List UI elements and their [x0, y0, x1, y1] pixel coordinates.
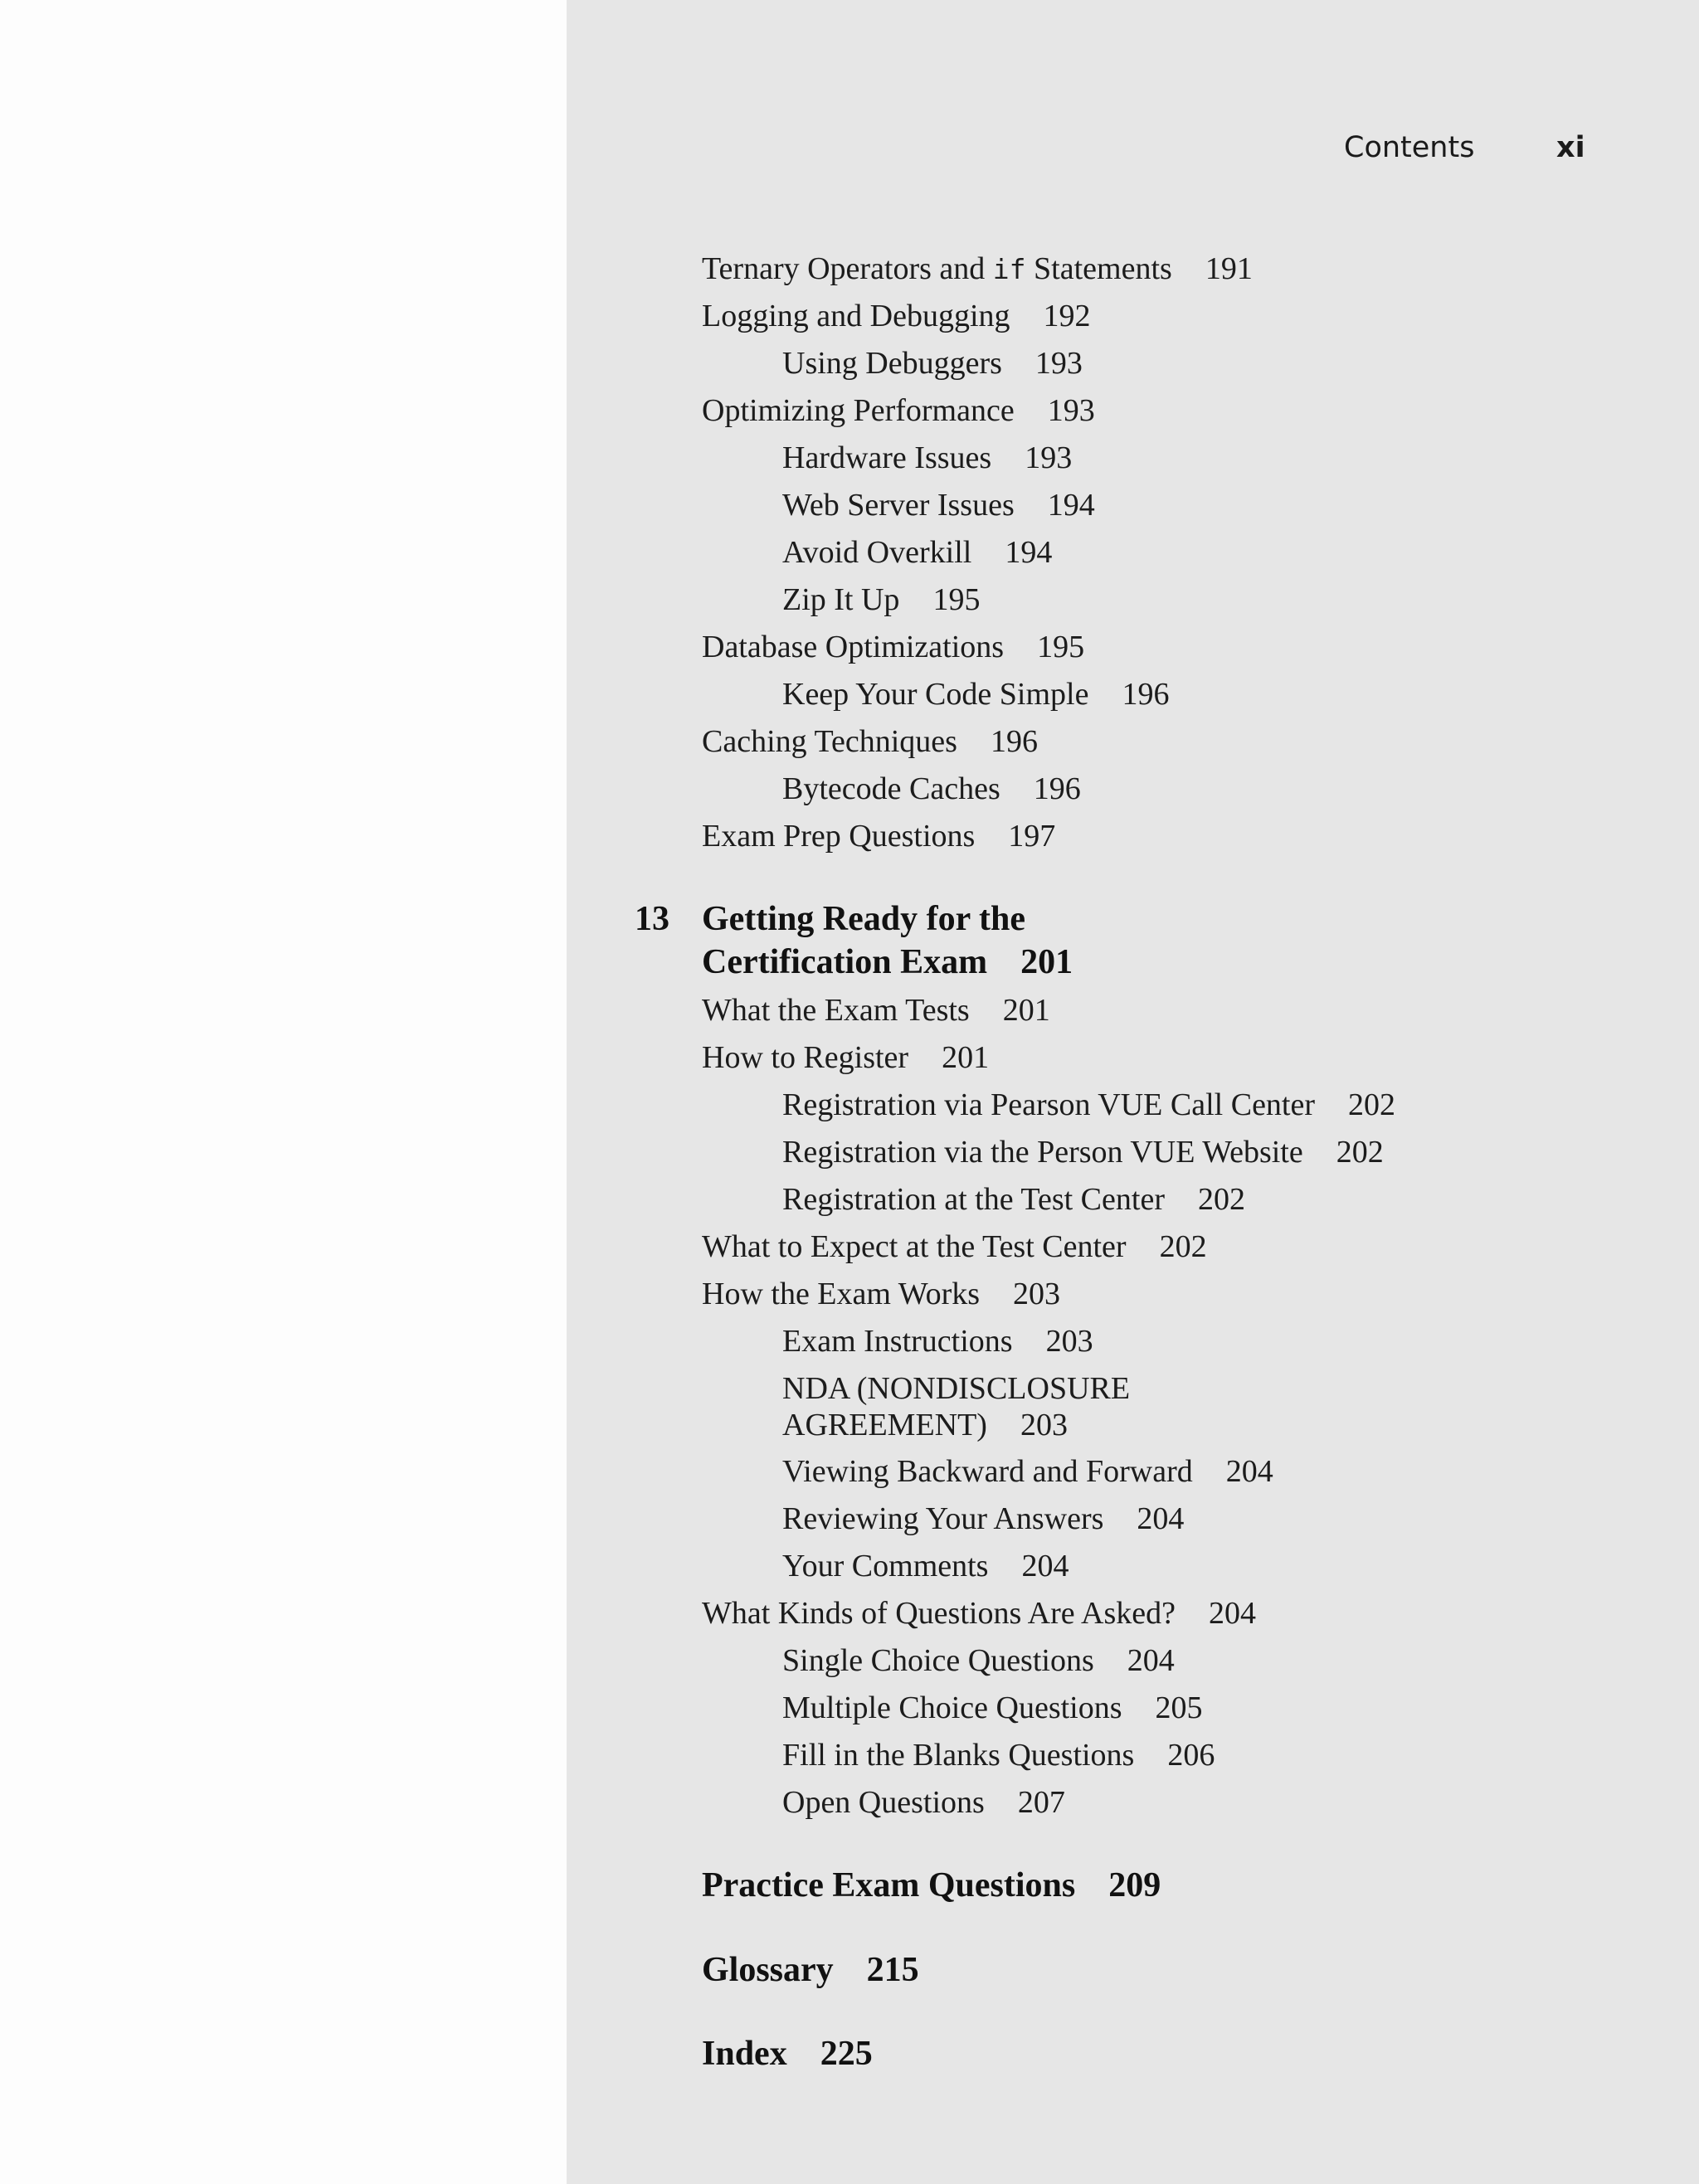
toc-entry[interactable]: [702, 629, 1084, 665]
back-matter-title: Index: [702, 2035, 787, 2073]
toc-entry-title: Statements: [1025, 251, 1172, 286]
toc-entry-title: Fill in the Blanks Questions: [782, 1738, 1135, 1773]
toc-entry-page: 204: [1021, 1549, 1069, 1583]
toc-entry-title: Caching Techniques: [702, 724, 957, 759]
toc-entry-title: Single Choice Questions: [782, 1643, 1094, 1678]
back-matter-page: 215: [866, 1951, 919, 1989]
toc-entry[interactable]: [702, 723, 1038, 760]
toc-subentry[interactable]: [782, 1784, 1065, 1821]
toc-entry[interactable]: [702, 298, 1091, 334]
back-matter-entry[interactable]: [702, 2032, 873, 2075]
back-matter-entry[interactable]: [702, 1948, 919, 1992]
toc-entry-page: 195: [1037, 630, 1085, 664]
toc-entry-page: 207: [1017, 1785, 1065, 1820]
toc-entry-page: 204: [1127, 1643, 1175, 1678]
toc-entry-title: Optimizing Performance: [702, 393, 1015, 428]
toc-entry[interactable]: [702, 251, 1253, 288]
toc-entry-page: 195: [932, 582, 981, 617]
back-matter-title: Practice Exam Questions: [702, 1866, 1076, 1904]
toc-entry-title: What Kinds of Questions Are Asked?: [702, 1596, 1176, 1631]
toc-entry-page: 197: [1008, 819, 1056, 854]
toc-entry-page: 194: [1047, 488, 1095, 523]
toc-entry-page: 196: [990, 724, 1038, 759]
toc-entry-title: Exam Prep Questions: [702, 819, 976, 854]
toc-subentry[interactable]: [782, 1548, 1069, 1584]
toc-entry-title-line2: AGREEMENT): [782, 1408, 987, 1442]
back-matter-entry[interactable]: [702, 1864, 1161, 1907]
toc-subentry[interactable]: [782, 1737, 1215, 1773]
toc-entry-page: 196: [1122, 677, 1170, 712]
running-head-page-number: xi: [1556, 131, 1585, 164]
toc-entry-page: 202: [1348, 1087, 1396, 1122]
toc-subentry[interactable]: [782, 487, 1095, 523]
toc-entry[interactable]: [702, 818, 1055, 854]
toc-subentry[interactable]: [782, 1087, 1395, 1123]
toc-entry-title: Exam Instructions: [782, 1324, 1013, 1359]
toc-subentry[interactable]: [782, 581, 980, 618]
toc-entry-title: How the Exam Works: [702, 1277, 981, 1311]
running-head: [567, 131, 1699, 173]
toc-entry-title: Registration at the Test Center: [782, 1182, 1165, 1217]
toc-entry-page: 204: [1137, 1501, 1185, 1536]
toc-entry-title: Using Debuggers: [782, 346, 1002, 381]
toc-entry-title: Avoid Overkill: [782, 535, 972, 570]
toc-entry-title: How to Register: [702, 1040, 909, 1075]
toc-entry-page: 196: [1033, 771, 1081, 806]
toc-subentry[interactable]: [782, 1453, 1273, 1490]
toc-subentry[interactable]: [782, 1501, 1184, 1537]
toc-entry[interactable]: [702, 1228, 1207, 1265]
toc-page: [567, 0, 1699, 2184]
toc-entry-page: 201: [942, 1040, 990, 1075]
toc-entry-title: Hardware Issues: [782, 440, 992, 475]
toc-entry-page: 206: [1167, 1738, 1215, 1773]
toc-entry-title: Database Optimizations: [702, 630, 1005, 664]
toc-entry-title: Reviewing Your Answers: [782, 1501, 1104, 1536]
toc-entry-title-line1: NDA (NONDISCLOSURE: [782, 1371, 1131, 1406]
toc-subentry[interactable]: [782, 534, 1052, 571]
toc-subentry[interactable]: [782, 1370, 1130, 1443]
toc-entry-page: 192: [1043, 299, 1091, 333]
toc-entry-title: Open Questions: [782, 1785, 985, 1820]
toc-entry-title: Viewing Backward and Forward: [782, 1454, 1193, 1489]
toc-entry-title: Registration via the Person VUE Website: [782, 1135, 1303, 1170]
toc-entry-title: What the Exam Tests: [702, 993, 970, 1028]
toc-subentry[interactable]: [782, 345, 1083, 382]
back-matter-title: Glossary: [702, 1951, 834, 1989]
toc-subentry[interactable]: [782, 771, 1081, 807]
chapter-page: 201: [1020, 943, 1073, 981]
chapter-title-line2: Certification Exam: [702, 943, 988, 981]
toc-entry-page: 193: [1034, 346, 1083, 381]
toc-subentry[interactable]: [782, 440, 1072, 476]
toc-subentry[interactable]: [782, 1181, 1245, 1218]
toc-entry-page: 191: [1205, 251, 1253, 286]
toc-entry-page: 204: [1208, 1596, 1256, 1631]
toc-entry-title: Web Server Issues: [782, 488, 1015, 523]
toc-entry-code: if: [992, 253, 1026, 285]
left-margin: [0, 0, 567, 2184]
toc-subentry[interactable]: [782, 1134, 1384, 1170]
toc-entry[interactable]: [702, 992, 1050, 1029]
toc-entry-title: Logging and Debugging: [702, 299, 1010, 333]
toc-entry-page: 193: [1025, 440, 1073, 475]
toc-subentry[interactable]: [782, 1323, 1093, 1360]
toc-subentry[interactable]: [782, 1642, 1175, 1679]
toc-entry-page: 204: [1225, 1454, 1273, 1489]
toc-entry-page: 203: [1013, 1277, 1061, 1311]
toc-entry[interactable]: [702, 392, 1095, 429]
back-matter-page: 225: [820, 2035, 873, 2073]
toc-entry-title: Registration via Pearson VUE Call Center: [782, 1087, 1316, 1122]
chapter-number: 13: [635, 900, 669, 938]
toc-entry-title: Multiple Choice Questions: [782, 1690, 1122, 1725]
toc-entry-page: 202: [1197, 1182, 1245, 1217]
toc-entry[interactable]: [702, 1039, 989, 1076]
toc-entry[interactable]: [702, 1276, 1060, 1312]
toc-entry-title: Your Comments: [782, 1549, 989, 1583]
toc-entry[interactable]: [702, 1595, 1256, 1632]
back-matter-page: 209: [1108, 1866, 1161, 1904]
toc-entry-title: Ternary Operators and: [702, 251, 993, 286]
toc-entry-title: Keep Your Code Simple: [782, 677, 1089, 712]
toc-entry-page: 202: [1336, 1135, 1384, 1170]
toc-subentry[interactable]: [782, 676, 1169, 713]
toc-entry-page: 203: [1045, 1324, 1093, 1359]
toc-entry-page: 201: [1002, 993, 1050, 1028]
chapter-title[interactable]: [702, 897, 1073, 984]
toc-entry-page: 194: [1005, 535, 1053, 570]
toc-entry-title: Zip It Up: [782, 582, 900, 617]
toc-entry-title: Bytecode Caches: [782, 771, 1000, 806]
toc-entry-title: What to Expect at the Test Center: [702, 1229, 1127, 1264]
toc-entry-page: 205: [1155, 1690, 1203, 1725]
toc-entry-page: 193: [1047, 393, 1095, 428]
toc-subentry[interactable]: [782, 1690, 1203, 1726]
chapter-title-line1: Getting Ready for the: [702, 900, 1025, 938]
toc-entry-page: 203: [1020, 1408, 1068, 1442]
running-head-section: Contents: [1344, 131, 1475, 164]
toc-entry-page: 202: [1159, 1229, 1207, 1264]
